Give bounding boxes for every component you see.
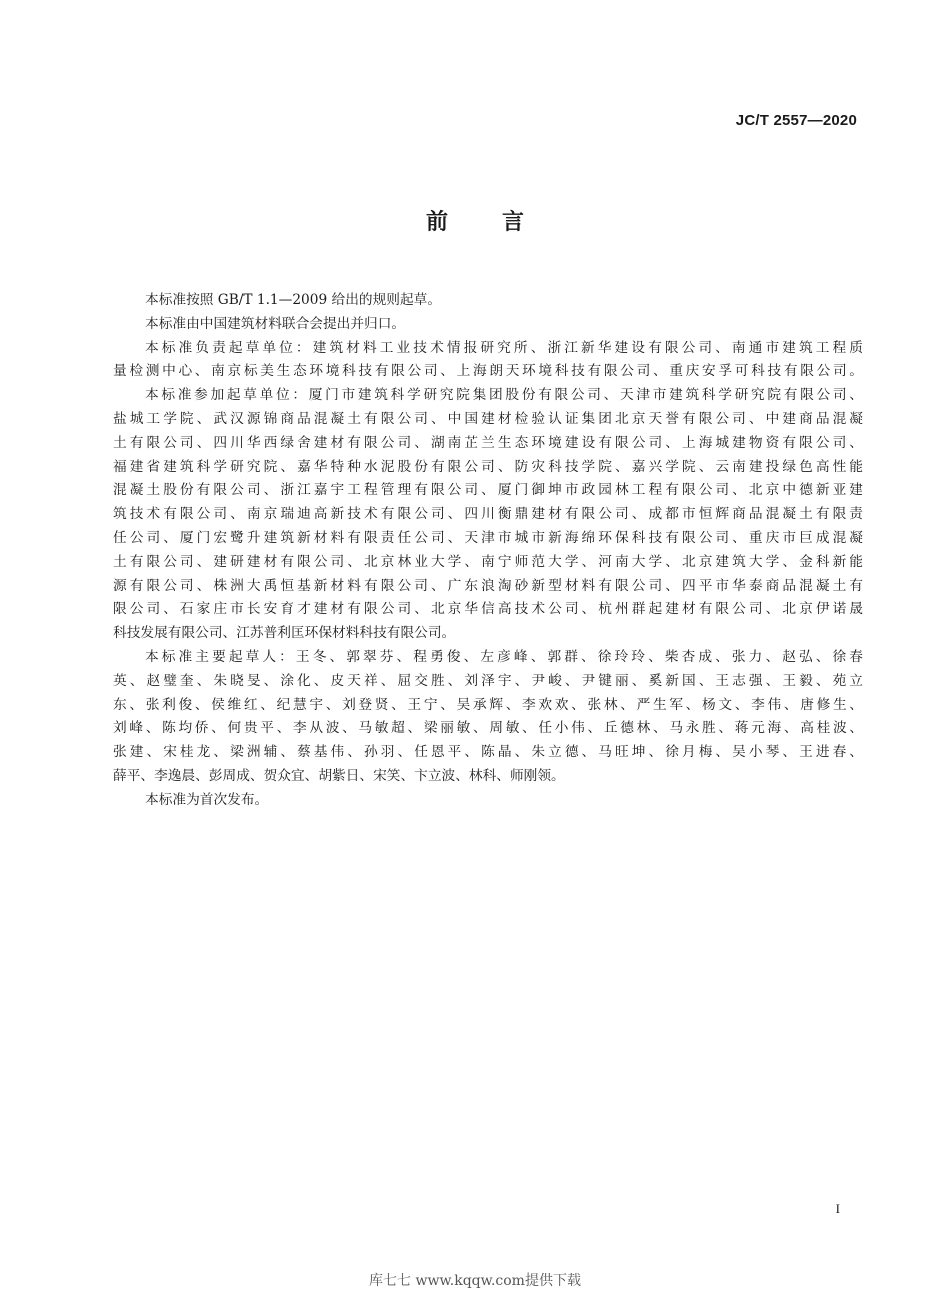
paragraph-line: 本标准由中国建筑材料联合会提出并归口。: [145, 315, 406, 332]
paragraph-line: 任公司、厦门宏鹭升建筑新材料有限责任公司、天津市城市新海绵环保科技有限公司、重庆市巨成混凝: [113, 529, 863, 546]
paragraph-line: 限公司、石家庄市长安育才建材有限公司、北京华信高技术公司、杭州群起建材有限公司、北京伊诺晟: [113, 601, 863, 618]
paragraph-first-release: [113, 789, 863, 813]
paragraph-main-drafters: [113, 646, 863, 789]
paragraph-line: 刘峰、陈均侨、何贵平、李从波、马敏超、梁丽敏、周敏、任小伟、丘德林、马永胜、蒋元海、高桂波、: [113, 720, 863, 737]
paragraph-line: 东、张利俊、侯维红、纪慧宇、刘登贤、王宁、吴承辉、李欢欢、张林、严生军、杨文、李伟、唐修生、: [113, 696, 863, 713]
page-number: I: [835, 1201, 840, 1216]
standard-code: JC/T 2557—2020: [735, 112, 857, 129]
paragraph-line: 盐城工学院、武汉源锦商品混凝土有限公司、中国建材检验认证集团北京天誉有限公司、中建商品混凝: [113, 410, 863, 427]
paragraph-responsible-drafting-units: [113, 337, 863, 385]
paragraph-line: 筑技术有限公司、南京瑞迪高新技术有限公司、四川衡鼎建材有限公司、成都市恒辉商品混凝土有限责: [113, 506, 863, 523]
paragraph-line: 本标准主要起草人：王冬、郭翠芬、程勇俊、左彦峰、郭群、徐玲玲、柴杏成、张力、赵弘、徐春: [145, 648, 863, 665]
paragraph-line: 量检测中心、南京标美生态环境科技有限公司、上海朗天环境科技有限公司、重庆安孚可科技有限公司。: [113, 363, 863, 380]
paragraph-line: 混凝土股份有限公司、浙江嘉宇工程管理有限公司、厦门御坤市政园林工程有限公司、北京中德新亚建: [113, 482, 863, 499]
paragraph-proposer: [113, 313, 863, 337]
paragraph-line: 薛平、李逸晨、彭周成、贺众宜、胡紫日、宋笑、卞立波、林科、师刚领。: [113, 767, 565, 784]
paragraph-line: 英、赵璧奎、朱晓旻、涂化、皮天祥、屈交胜、刘泽宇、尹峻、尹键丽、奚新国、王志强、王毅、苑立: [113, 672, 863, 689]
paragraph-line: 科技发展有限公司、江苏普利匡环保材料科技有限公司。: [113, 625, 456, 642]
paragraph-line: 土有限公司、四川华西绿舍建材有限公司、湖南芷兰生态环境建设有限公司、上海城建物资有限公司、: [113, 434, 863, 451]
paragraph-line: 本标准按照 GB/T 1.1—2009 给出的规则起草。: [145, 292, 442, 308]
paragraph-line: 本标准为首次发布。: [145, 791, 269, 808]
paragraph-line: 源有限公司、株洲大禹恒基新材料有限公司、广东浪淘砂新型材料有限公司、四平市华泰商品混凝土有: [113, 577, 863, 594]
page-title: 前言: [425, 210, 578, 235]
paragraph-drafting-rules: [113, 289, 863, 313]
download-watermark: 库七七 www.kqqw.com提供下载: [369, 1273, 581, 1289]
paragraph-line: 张建、宋桂龙、梁洲辅、蔡基伟、孙羽、任恩平、陈晶、朱立德、马旺坤、徐月梅、吴小琴、王进春、: [113, 744, 863, 761]
paragraph-line: 福建省建筑科学研究院、嘉华特种水泥股份有限公司、防灾科技学院、嘉兴学院、云南建投绿色高性能: [113, 458, 863, 475]
paragraph-line: 本标准参加起草单位：厦门市建筑科学研究院集团股份有限公司、天津市建筑科学研究院有限公司、: [145, 387, 863, 404]
paragraph-line: 土有限公司、建研建材有限公司、北京林业大学、南宁师范大学、河南大学、北京建筑大学、金科新能: [113, 553, 863, 570]
paragraph-line: 本标准负责起草单位：建筑材料工业技术情报研究所、浙江新华建设有限公司、南通市建筑工程质: [145, 339, 863, 356]
foreword-body: [113, 289, 863, 813]
paragraph-participating-drafting-units: [113, 384, 863, 646]
